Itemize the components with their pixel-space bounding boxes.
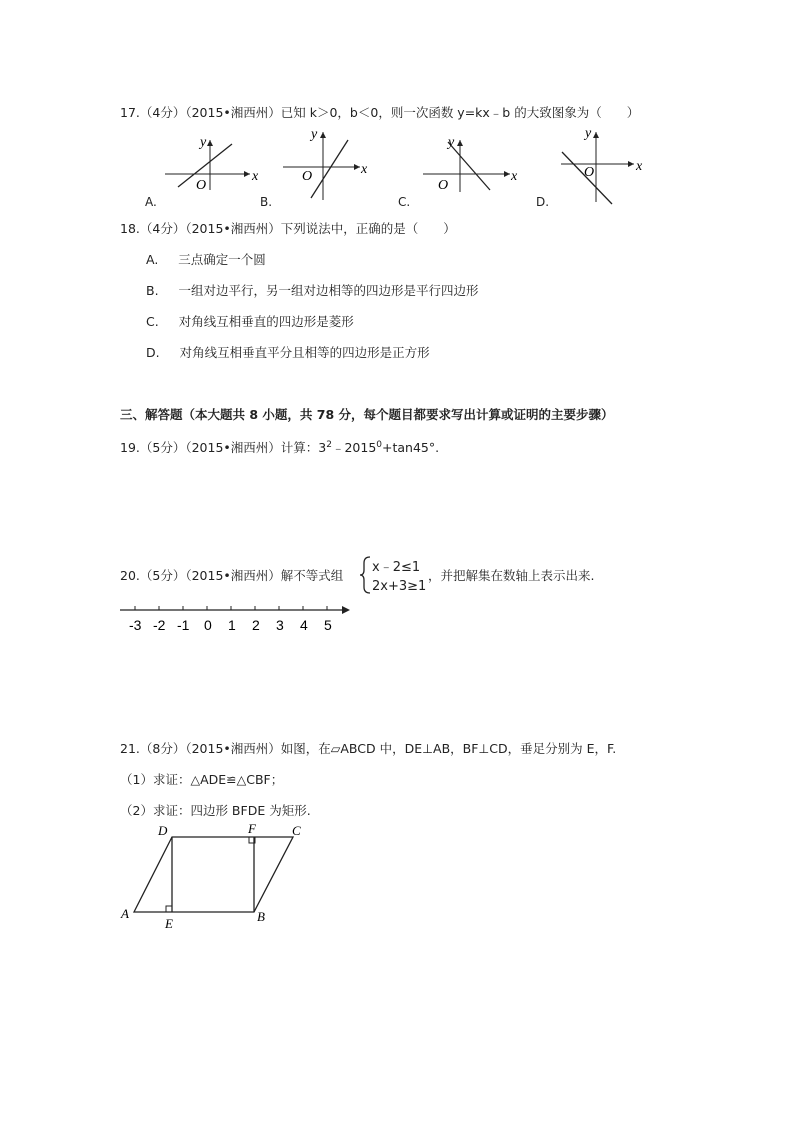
- number-line-label: 2: [252, 617, 260, 633]
- svg-text:y: y: [200, 135, 207, 150]
- q17-stem: 17.（4分）（2015•湘西州）已知 k＞0，b＜0，则一次函数 y=kx﹣b 的大致图象为（ ）: [120, 105, 640, 120]
- q18-option-d-text: 对角线互相垂直平分且相等的四边形是正方形: [179, 345, 430, 360]
- q18-option-a: [146, 250, 266, 268]
- q20-suffix: ，并把解集在数轴上表示出来.: [428, 568, 595, 583]
- q20-inequality-1: x﹣2≤1: [372, 560, 421, 575]
- point-label-b: B: [257, 909, 265, 924]
- q20-number-line: [118, 600, 358, 634]
- q19-exp1: 2: [326, 439, 332, 450]
- number-line-label: 0: [204, 617, 212, 633]
- q17-graph-d: [556, 124, 656, 206]
- q20-inequality-2: 2x+3≥1: [372, 579, 427, 594]
- q21-part-2: （2）求证：四边形 BFDE 为矩形.: [120, 803, 311, 818]
- number-line-label: 4: [300, 617, 308, 633]
- point-label-d: D: [158, 823, 168, 838]
- point-label-a: A: [121, 906, 129, 921]
- q20-prefix: 20.（5分）（2015•湘西州）解不等式组: [120, 568, 344, 583]
- number-line-label: 3: [276, 617, 284, 633]
- svg-text:y: y: [585, 126, 592, 141]
- q17-graph-a: [160, 132, 260, 192]
- q21-stem: 21.（8分）（2015•湘西州）如图，在▱ABCD 中，DE⊥AB，BF⊥CD，垂足分别为 E，F.: [120, 741, 617, 756]
- svg-text:y: y: [311, 127, 318, 142]
- q18-option-c-text: 对角线互相垂直的四边形是菱形: [178, 314, 354, 329]
- svg-text:y: y: [448, 135, 455, 150]
- q18-option-c-label: C.: [146, 314, 159, 329]
- svg-text:O: O: [438, 178, 449, 193]
- q19-stem: [120, 438, 439, 456]
- svg-text:x: x: [361, 162, 368, 177]
- number-line-label: 1: [228, 617, 236, 633]
- number-line-label: 5: [324, 617, 332, 633]
- q21-parallelogram-figure: [112, 820, 312, 935]
- q18-option-b-label: B.: [146, 283, 159, 298]
- svg-text:O: O: [196, 178, 207, 192]
- number-line-label: -2: [153, 617, 166, 633]
- q17-graph-c: [418, 132, 518, 196]
- q19-suffix: +tan45°.: [382, 440, 440, 455]
- number-line-label: -1: [177, 617, 190, 633]
- q18-option-a-text: 三点确定一个圆: [178, 252, 266, 267]
- q18-option-b: [146, 281, 479, 299]
- q19-exp2: 0: [376, 439, 383, 450]
- svg-text:x: x: [636, 159, 643, 174]
- svg-text:x: x: [511, 169, 518, 184]
- q17-option-d: D.: [536, 195, 550, 209]
- point-label-c: C: [292, 823, 301, 838]
- q17-option-a: A.: [145, 195, 157, 209]
- q21-part-1: （1）求证：△ADE≌△CBF；: [120, 772, 284, 787]
- svg-text:O: O: [584, 165, 595, 180]
- q18-option-b-text: 一组对边平行，另一组对边相等的四边形是平行四边形: [178, 283, 479, 298]
- q18-option-d-label: D.: [146, 345, 160, 360]
- q17-graph-b: [278, 124, 378, 202]
- point-label-e: E: [165, 916, 173, 931]
- q20-brace: [360, 555, 372, 595]
- section-3-heading: 三、解答题（本大题共 8 小题，共 78 分，每个题目都要求写出计算或证明的主要步骤）: [120, 407, 614, 422]
- q19-prefix: 19.（5分）（2015•湘西州）计算：3: [120, 440, 327, 455]
- q18-stem: 18.（4分）（2015•湘西州）下列说法中，正确的是（ ）: [120, 221, 456, 236]
- q17-option-b: B.: [260, 195, 273, 209]
- q19-mid: ﹣2015: [331, 440, 377, 455]
- svg-text:x: x: [252, 169, 259, 184]
- q18-option-d: [146, 343, 430, 361]
- q18-option-c: [146, 312, 354, 330]
- point-label-f: F: [248, 821, 256, 836]
- svg-text:O: O: [302, 169, 313, 184]
- q17-option-c: C.: [398, 195, 411, 209]
- q18-option-a-label: A.: [146, 252, 159, 267]
- number-line-label: -3: [129, 617, 142, 633]
